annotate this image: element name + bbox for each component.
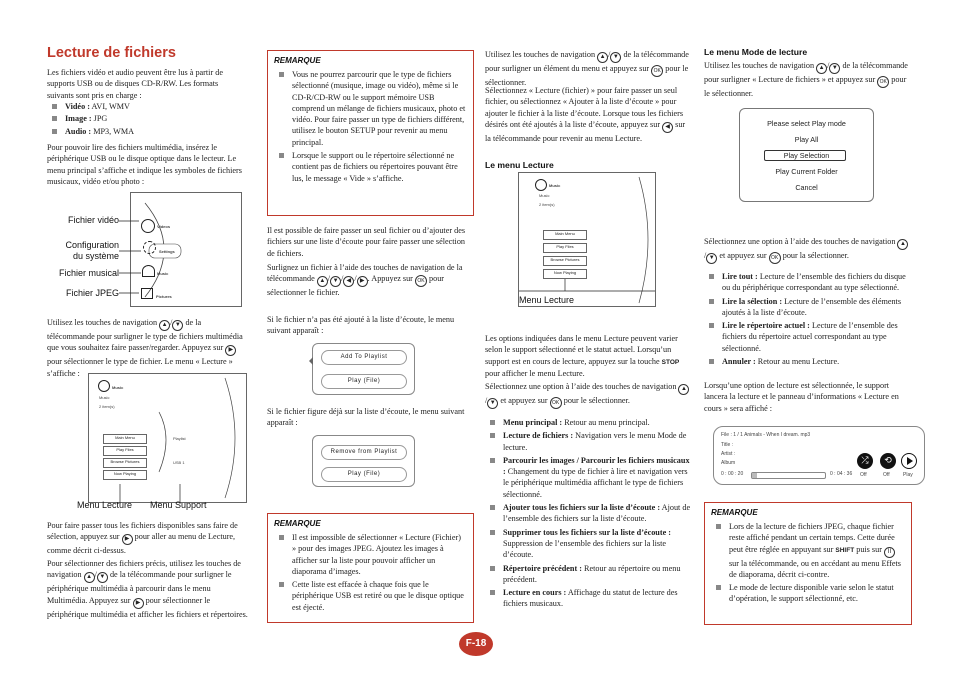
not-in-playlist-text: Si le fichier n’a pas été ajouté à la liste d’écoute, le menu suivant apparaît : xyxy=(267,315,455,336)
down-key-icon: ▼ xyxy=(706,253,717,264)
callout-video-file: Fichier vidéo xyxy=(67,215,119,225)
stop-key-label: STOP xyxy=(661,358,680,366)
now-playing-file: File : 1 / 1 Animals - When I dream. mp3 xyxy=(721,432,811,438)
browse-pictures-button[interactable]: Browse Pictures xyxy=(543,256,587,266)
up-key-icon: ▲ xyxy=(597,52,608,63)
remove-from-playlist-option[interactable]: Remove from Playlist xyxy=(321,445,407,460)
note-title: REMARQUE xyxy=(711,508,758,517)
play-all-text: Pour faire passer tous les fichiers disponibles sans faire de sélection, appuyez sur ▶ pour aller au menu de Lecture, comme décrit ci-dessus. xyxy=(47,521,238,556)
repeat-icon[interactable]: ⟲ xyxy=(880,453,896,469)
play-selection-option[interactable]: Play Selection xyxy=(783,151,830,160)
play-mode-options xyxy=(704,271,911,368)
elapsed-time: 0 : 00 : 20 xyxy=(721,471,744,477)
note-item: Il est impossible de sélectionner « Lecture (Fichier) » pour des images JPEG. Ajoutez les images à afficher sur la liste pour pouvoir afficher un diaporama d’images. xyxy=(274,532,467,577)
callout-playback-menu: Menu Lecture xyxy=(519,295,577,305)
browse-pictures-button[interactable]: Browse Pictures xyxy=(103,458,147,468)
left-key-icon: ◀ xyxy=(662,122,673,133)
note-title: REMARQUE xyxy=(274,56,321,65)
fig3-header: Music xyxy=(549,183,561,188)
progress-fill xyxy=(752,473,757,478)
format-item: Vidéo : AVI, WMV xyxy=(47,101,247,112)
play-mode-nav-text: Utilisez les touches de navigation ▲ / ▼ de la télécommande pour surligner « Lecture de fichiers » et appuyez sur OK pour le sélectionner. xyxy=(704,61,908,98)
shuffle-label: Off xyxy=(860,472,867,478)
now-playing-album: Album xyxy=(721,460,736,466)
format-item: Audio : MP3, WMA xyxy=(47,126,247,137)
down-key-icon: ▼ xyxy=(330,276,341,287)
fig2-sub1: Music xyxy=(99,395,110,400)
shift-key-label: SHIFT xyxy=(835,546,855,554)
callout-music-file: Fichier musical xyxy=(58,268,119,278)
page-title: Lecture de fichiers xyxy=(47,45,176,61)
play-file-option[interactable]: Play (File) xyxy=(321,374,407,389)
option-item: Menu principal : Retour au menu principal. xyxy=(485,417,693,428)
main-menu-button[interactable]: Main Menu xyxy=(103,434,147,444)
now-playing-button[interactable]: Now Playing xyxy=(543,269,587,279)
in-playlist-text: Si le fichier figure déjà sur la liste d’écoute, le menu suivant apparaît : xyxy=(267,407,465,428)
note-list xyxy=(711,521,905,605)
single-file-text: Il est possible de faire passer un seul fichier ou d’ajouter des fichiers sur une liste d’écoute pour faire passer une sélection de fichiers. xyxy=(267,226,466,258)
up-key-icon: ▲ xyxy=(897,239,908,250)
select-option-text: Sélectionnez une option à l’aide des touches de navigation ▲/ ▼ et appuyez sur OK pour le sélectionner. xyxy=(485,381,691,409)
pause-key-icon: II xyxy=(884,547,895,558)
now-playing-text: Lorsqu’une option de lecture est sélectionnée, le support lancera la lecture et le panneau d’informations « Lecture en cours » sera affiché : xyxy=(704,381,899,413)
option-item: Lecture en cours : Affichage du statut de lecture des fichiers musicaux. xyxy=(485,587,693,610)
progress-bar[interactable] xyxy=(751,472,826,479)
intro-text: Les fichiers vidéo et audio peuvent être lus à partir de supports USB ou de disques CD-R/RW. Les formats suivants sont pris en charge : xyxy=(47,68,223,100)
option-item: Répertoire précédent : Retour au répertoire ou menu précédent. xyxy=(485,563,693,586)
options-vary-text: Les options indiquées dans le menu Lecture peuvent varier selon le support sélectionné et le statut actuel. Lorsqu’un support est en cours de lecture, appuyez sur la touche STOP pour afficher le menu Lecture. xyxy=(485,334,680,378)
playback-menu-heading: Le menu Lecture xyxy=(485,160,554,170)
now-playing-panel xyxy=(713,426,925,485)
note-box-2 xyxy=(267,513,474,623)
ok-key-icon: OK xyxy=(877,76,889,88)
ok-key-icon: OK xyxy=(651,65,663,77)
callout-jpeg-file: Fichier JPEG xyxy=(65,288,119,298)
note-item: Vous ne pourrez parcourir que le type de fichiers sélectionné (musique, image ou vidéo), même si le CD-R/CD-RW ou le support mémoire USB comprend un mélange de fichiers musicaux, photo et vidéo. Pour faire passer un type de fichiers différent, utilisez le bouton SETUP pour revenir au menu principal. xyxy=(274,69,467,148)
option-item: Lire la sélection : Lecture de l’ensemble des éléments ajoutés à la liste d’écoute. xyxy=(704,296,911,319)
note-list xyxy=(274,69,467,184)
note-box-3 xyxy=(704,502,912,625)
playback-menu-options xyxy=(485,417,693,611)
option-item: Lecture de fichiers : Navigation vers le menu Mode de lecture. xyxy=(485,430,693,453)
settings-icon-label: Settings xyxy=(159,249,175,254)
music-icon-label: Music xyxy=(157,271,169,276)
up-key-icon: ▲ xyxy=(816,63,827,74)
option-item: Lire le répertoire actuel : Lecture de l’ensemble des fichiers du répertoire actuel correspondant au type sélectionné. xyxy=(704,320,911,354)
fig1-leader-lines xyxy=(115,195,145,305)
fig2-header: Music xyxy=(112,385,124,390)
select-mode-text: Sélectionnez une option à l’aide des touches de navigation ▲/ ▼ et appuyez sur OK pour la sélectionner. xyxy=(704,236,909,264)
option-item: Parcourir les images / Parcourir les fichiers musicaux : Changement du type de fichier à lire et navigation vers le périphérique multimédia affichant le type de fichiers sélectionné. xyxy=(485,455,693,500)
video-icon-label: Videos xyxy=(157,224,171,229)
play-mode-heading: Le menu Mode de lecture xyxy=(704,47,808,57)
play-mode-dialog xyxy=(739,108,874,202)
ok-key-icon: OK xyxy=(769,252,781,264)
page-number-badge: F-18 xyxy=(459,632,493,656)
note-item: Lors de la lecture de fichiers JPEG, chaque fichier reste affiché pendant un certain temps. Cette durée peut être réglée en appuyant sur SHIFT puis sur II sur la télécommande, ou en accédant au menu Effets de diaporama, décrit ci-contre. xyxy=(711,521,905,580)
down-key-icon: ▼ xyxy=(97,572,108,583)
insert-text: Pour pouvoir lire des fichiers multimédia, insérez le périphérique USB ou le disque optique dans le lecteur. Le menu principal s’affiche et indique les symboles de fichiers musicaux, vidéo et/ou photo : xyxy=(47,143,242,186)
cancel-option[interactable]: Cancel xyxy=(795,183,818,192)
down-key-icon: ▼ xyxy=(610,52,621,63)
select-files-text: Pour sélectionner des fichiers précis, utilisez les touches de navigation ▲ / ▼ de la télécommande pour surligner le périphérique multimédia à parcourir dans le menu Multimédia. Appuyez sur ▶ pour sélectionner le périphérique multimédia et afficher les fichiers et répertoires. xyxy=(47,559,248,619)
down-key-icon: ▼ xyxy=(172,320,183,331)
fig3-sub2: 2 item(s) xyxy=(539,202,555,207)
down-key-icon: ▼ xyxy=(487,398,498,409)
up-key-icon: ▲ xyxy=(84,572,95,583)
play-files-button[interactable]: Play Files xyxy=(103,446,147,456)
option-item: Annuler : Retour au menu Lecture. xyxy=(704,356,911,367)
note-box-1 xyxy=(267,50,474,216)
main-menu-screenshot xyxy=(130,192,242,307)
right-key-icon: ▶ xyxy=(225,345,236,356)
ok-key-icon: OK xyxy=(415,275,427,287)
note-item: Cette liste est effacée à chaque fois que le périphérique USB est retiré ou que le disque optique est éjecté. xyxy=(274,579,467,613)
callout-media-menu: Menu Support xyxy=(150,500,207,510)
right-key-icon: ▶ xyxy=(357,276,368,287)
repeat-label: Off xyxy=(883,472,890,478)
playback-menu-screenshot xyxy=(518,172,656,307)
play-files-button[interactable]: Play Files xyxy=(543,243,587,253)
up-key-icon: ▲ xyxy=(317,276,328,287)
callout-system-config: Configuration du système xyxy=(65,240,119,261)
total-time: 0 : 04 : 36 xyxy=(830,471,853,477)
add-playlist-popup xyxy=(312,343,415,395)
right-key-icon: ▶ xyxy=(133,598,144,609)
format-item: Image : JPG xyxy=(47,113,247,124)
up-key-icon: ▲ xyxy=(678,384,689,395)
playlist-entry[interactable]: Playlist xyxy=(173,436,186,441)
add-to-playlist-option[interactable]: Add To Playlist xyxy=(321,350,407,365)
down-key-icon: ▼ xyxy=(829,63,840,74)
fig3-sub1: Music xyxy=(539,193,550,198)
left-arrow-icon xyxy=(309,357,313,365)
option-item: Lire tout : Lecture de l’ensemble des fichiers du disque ou du périphérique correspondant au type sélectionné. xyxy=(704,271,911,294)
up-key-icon: ▲ xyxy=(159,320,170,331)
callout-playback-menu: Menu Lecture xyxy=(77,500,133,510)
nav-menu-text: Utilisez les touches de navigation ▲ / ▼ de la télécommande pour surligner un élément du menu et appuyez sur OK pour le sélectionner. xyxy=(485,50,689,87)
note-title: REMARQUE xyxy=(274,519,321,528)
play-file-option[interactable]: Play (File) xyxy=(321,467,407,482)
format-list xyxy=(47,101,247,138)
play-mode-prompt: Please select Play mode xyxy=(767,119,846,128)
play-all-option[interactable]: Play All xyxy=(794,135,819,144)
left-key-icon: ◀ xyxy=(343,276,354,287)
ok-key-icon: OK xyxy=(550,397,562,409)
remove-playlist-popup xyxy=(312,435,415,487)
play-file-info-text: Sélectionnez « Lecture (fichier) » pour faire passer un seul fichier, ou sélectionnez « Ajouter à la liste d’écoute » pour ajouter le fichier à la liste d’écoute. Lorsque tous les fichiers désirés ont été ajoutés à la liste d’écoute, appuyez sur ◀ sur la télécommande pour revenir au menu Lecture. xyxy=(485,86,686,143)
play-current-folder-option[interactable]: Play Current Folder xyxy=(775,167,838,176)
nav-type-text: Utilisez les touches de navigation ▲ / ▼ de la télécommande pour surligner le type de fichiers multimédia que vous souhaitez faire passer/regarder. Appuyez sur ▶ pour sélectionner le type de fichier. Le menu « Lecture » s’affiche : xyxy=(47,318,243,378)
usb-entry[interactable]: USB 1 xyxy=(173,460,185,465)
option-item: Supprimer tous les fichiers sur la liste d’écoute : Suppression de l’ensemble des fichiers sur la liste d’écoute. xyxy=(485,527,693,561)
now-playing-title: Title : xyxy=(721,442,734,448)
fig3-leader-line xyxy=(519,173,655,306)
note-list xyxy=(274,532,467,613)
main-menu-button[interactable]: Main Menu xyxy=(543,230,587,240)
pictures-icon-label: Pictures xyxy=(156,294,172,299)
shuffle-icon[interactable]: ⤮ xyxy=(857,453,873,469)
play-label: Play xyxy=(903,472,913,478)
now-playing-artist: Artist : xyxy=(721,451,736,457)
highlight-file-text: Surlignez un fichier à l’aide des touches de navigation de la télécommande ▲ / ▼ / ◀ / ▶ . Appuyez sur OK pour sélectionner le fichier. xyxy=(267,263,463,298)
play-icon[interactable] xyxy=(901,453,917,469)
now-playing-button[interactable]: Now Playing xyxy=(103,470,147,480)
note-item: Le mode de lecture disponible varie selon le statut d’opération, le support sélectionné, etc. xyxy=(711,582,905,605)
option-item: Ajouter tous les fichiers sur la liste d’écoute : Ajout de l’ensemble des fichiers sur la liste d’écoute. xyxy=(485,502,693,525)
note-item: Lorsque le support ou le répertoire sélectionné ne contient pas de fichiers ou répertoires pouvant être lus, le message « Vide » s’affiche. xyxy=(274,150,467,184)
right-key-icon: ▶ xyxy=(122,534,133,545)
fig2-sub2: 2 item(s) xyxy=(99,404,115,409)
